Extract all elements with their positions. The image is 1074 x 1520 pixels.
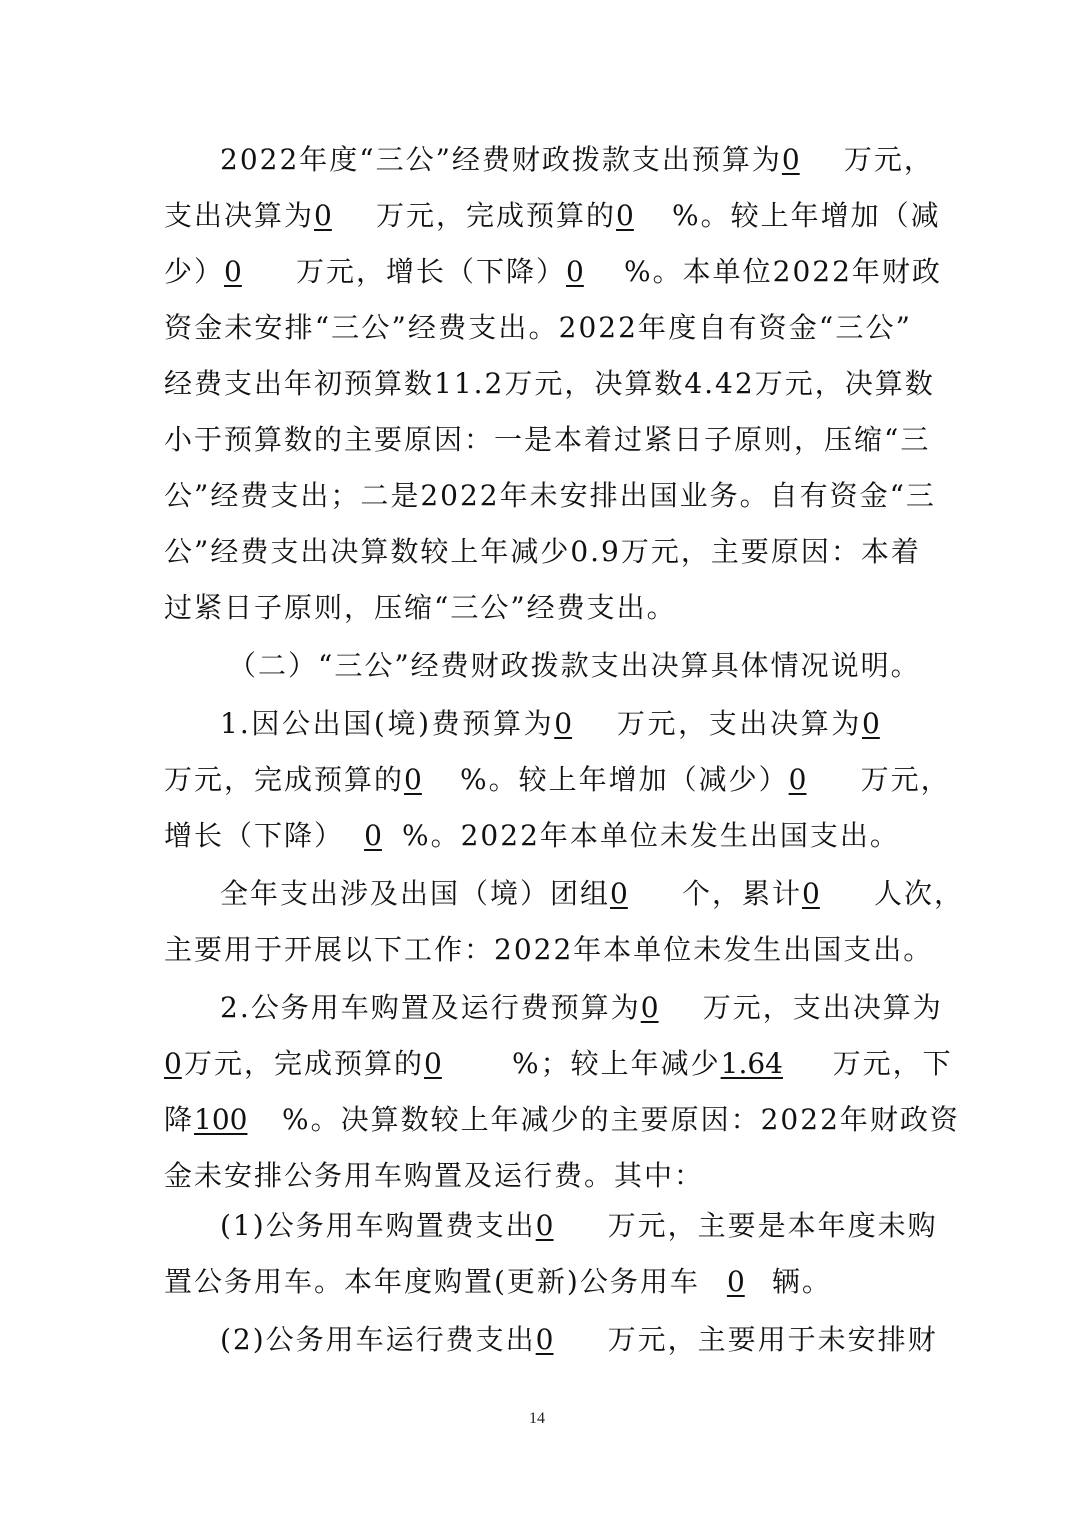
para1-line9: 过紧日子原则，压缩“三公”经费支出。 (164, 591, 677, 624)
section-heading: （二）“三公”经费财政拨款支出决算具体情况说明。 (228, 649, 921, 682)
item2-line1: 2.公务用车购置及运行费预算为0 万元，支出决算为 (220, 991, 943, 1024)
item2-1-line1: (1)公务用车购置费支出0 万元，主要是本年度未购 (220, 1209, 938, 1242)
para1-line2: 支出决算为0 万元，完成预算的0 %。较上年增加（减 (164, 199, 941, 232)
para1-line7: 公”经费支出；二是2022年未安排出国业务。自有资金“三 (164, 479, 936, 512)
item1-line3: 增长（下降） 0 %。2022年本单位未发生出国支出。 (164, 819, 900, 852)
item2-line3: 降100 %。决算数较上年减少的主要原因：2022年财政资 (164, 1103, 960, 1136)
item1-line1: 1.因公出国(境)费预算为0 万元，支出决算为0 (220, 707, 880, 740)
item2-1-line2: 置公务用车。本年度购置(更新)公务用车 0 辆。 (164, 1265, 832, 1298)
para1-line8: 公”经费支出决算数较上年减少0.9万元，主要原因：本着 (164, 535, 921, 568)
para1-line3: 少）0 万元，增长（下降）0 %。本单位2022年财政 (164, 255, 942, 288)
item1b-line1: 全年支出涉及出国（境）团组0 个，累计0 人次， (220, 877, 965, 910)
item2-line2: 0万元，完成预算的0 %；较上年减少1.64 万元，下 (164, 1047, 953, 1080)
item1b-line2: 主要用于开展以下工作：2022年本单位未发生出国支出。 (164, 933, 934, 966)
item2-line4: 金未安排公务用车购置及运行费。其中： (164, 1159, 705, 1192)
item2-2-line1: (2)公务用车运行费支出0 万元，主要用于未安排财 (220, 1323, 938, 1356)
para1-line5: 经费支出年初预算数11.2万元，决算数4.42万元，决算数 (164, 367, 935, 400)
para1-line1: 2022年度“三公”经费财政拨款支出预算为0 万元， (220, 143, 934, 176)
para1-line4: 资金未安排“三公”经费支出。2022年度自有资金“三公” (164, 311, 912, 344)
para1-line6: 小于预算数的主要原因：一是本着过紧日子原则，压缩“三 (164, 423, 931, 456)
item1-line2: 万元，完成预算的0 %。较上年增加（减少）0 万元， (164, 763, 951, 796)
page-number: 14 (529, 1410, 545, 1427)
